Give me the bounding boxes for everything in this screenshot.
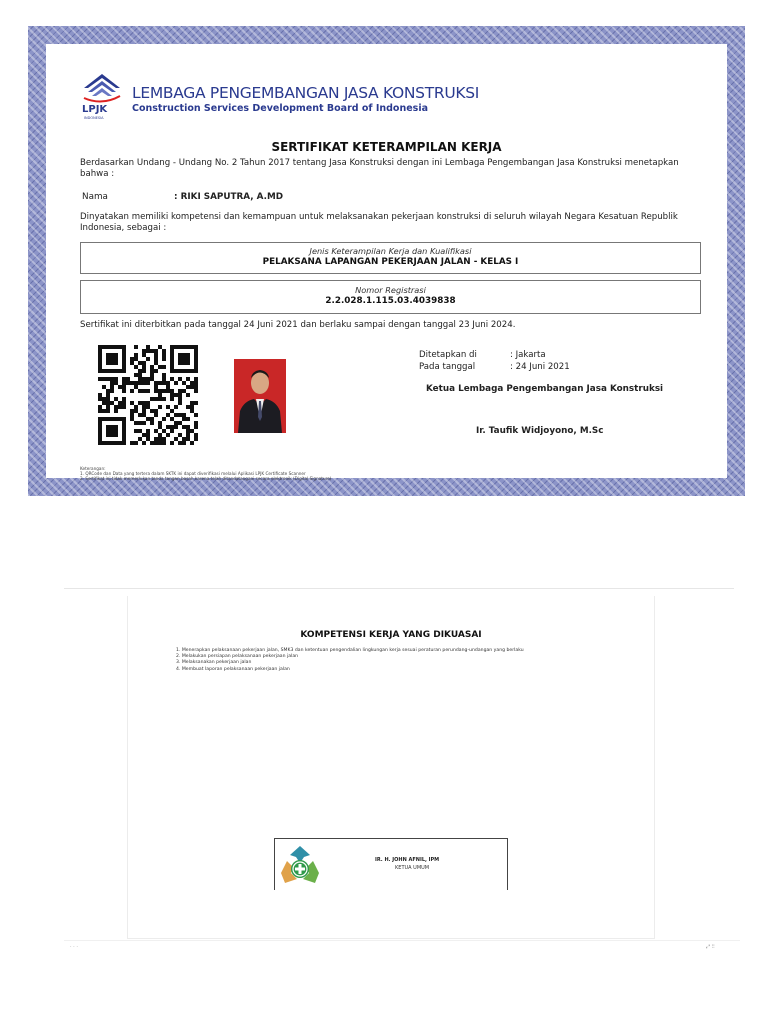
certificate-page xyxy=(28,26,745,496)
organization-name: LEMBAGA PENGEMBANGAN JASA KONSTRUKSI xyxy=(132,84,480,102)
certificate-title: SERTIFIKAT KETERAMPILAN KERJA xyxy=(271,140,502,154)
note-item: 2. Sertifikat ini tidak memerlukan tanda tangan basah karena telah ditandatangani secara elektronik (Digital Signature) xyxy=(80,476,332,481)
note-item: 1. QRCode dan Data yang tertera dalam SKTK ini dapat diverifikasi melalui Aplikasi LPJK Certificate Scanner xyxy=(80,471,306,476)
viewer-controls[interactable]: ⤢ ⁝⁝ xyxy=(706,944,715,950)
skill-value: PELAKSANA LAPANGAN PEKERJAAN JALAN - KELAS I xyxy=(262,257,519,267)
registration-box xyxy=(80,280,701,314)
qr-code[interactable] xyxy=(98,345,198,445)
issued-date-label: Pada tanggal xyxy=(419,362,476,372)
organization-subtitle: Construction Services Development Board of Indonesia xyxy=(132,103,428,114)
signer-title: Ketua Lembaga Pengembangan Jasa Konstruksi xyxy=(426,384,664,394)
holder-name-value: : RIKI SAPUTRA, A.MD xyxy=(174,192,284,202)
competency-title: KOMPETENSI KERJA YANG DIKUASAI xyxy=(300,630,482,640)
competency-list xyxy=(176,648,524,673)
registration-caption: Nomor Registrasi xyxy=(355,285,426,295)
holder-name-row xyxy=(82,192,283,202)
issued-at-value: : Jakarta xyxy=(510,350,546,360)
declaration-paragraph: Dinyatakan memiliki kompetensi dan kemampuan untuk melaksanakan pekerjaan konstruksi di seluruh wilayah Negara Kesatuan Republik Indonesia, sebagai : xyxy=(80,212,678,233)
intro-paragraph: Berdasarkan Undang - Undang No. 2 Tahun 2017 tentang Jasa Konstruksi dengan ini Lembaga Pengembangan Jasa Konstruksi menetapkan bahwa : xyxy=(80,158,679,179)
holder-name-label: Nama xyxy=(82,192,108,202)
page-separator xyxy=(64,588,734,589)
competency-item: 3. Melaksanakan pekerjaan jalan xyxy=(176,660,252,666)
lpjk-logo xyxy=(80,72,124,122)
page-indicator: · · · xyxy=(70,944,78,950)
competency-item: 4. Membuat laporan pelaksanaan pekerjaan jalan xyxy=(176,666,290,672)
signer-name: Ir. Taufik Widjoyono, M.Sc xyxy=(476,426,604,436)
association-signer-role: KETUA UMUM xyxy=(395,865,430,871)
viewer-footer-divider xyxy=(64,940,740,941)
association-signer-name: IR. H. JOHN AFNIL, IPM xyxy=(375,857,440,863)
association-signature-box xyxy=(274,838,508,890)
notes-heading: Keterangan: xyxy=(80,466,106,471)
certificate-notes xyxy=(80,466,331,481)
association-logo-icon xyxy=(277,843,323,889)
skill-caption: Jenis Keterampilan Kerja dan Kualifikasi xyxy=(309,246,472,256)
competency-item: 1. Menerapkan pelaksanaan pekerjaan jalan, SMK3 dan ketentuan pengendalian lingkungan kerja sesuai peraturan perundang-undangan yang berlaku xyxy=(176,648,524,653)
competency-page xyxy=(127,596,655,939)
logo-subtext: INDONESIA xyxy=(84,116,104,120)
skill-box xyxy=(80,242,701,274)
certificate-body xyxy=(46,44,727,481)
issued-date-value: : 24 Juni 2021 xyxy=(510,362,570,372)
issued-at-label: Ditetapkan di xyxy=(419,350,477,360)
competency-item: 2. Melakukan persiapan pelaksanaan pekerjaan jalan xyxy=(176,654,299,660)
logo-text: LPJK xyxy=(82,104,108,115)
registration-number: 2.2.028.1.115.03.4039838 xyxy=(325,296,456,306)
validity-statement: Sertifikat ini diterbitkan pada tanggal 24 Juni 2021 dan berlaku sampai dengan tanggal 23 Juni 2024. xyxy=(80,320,516,330)
holder-photo xyxy=(234,359,286,433)
